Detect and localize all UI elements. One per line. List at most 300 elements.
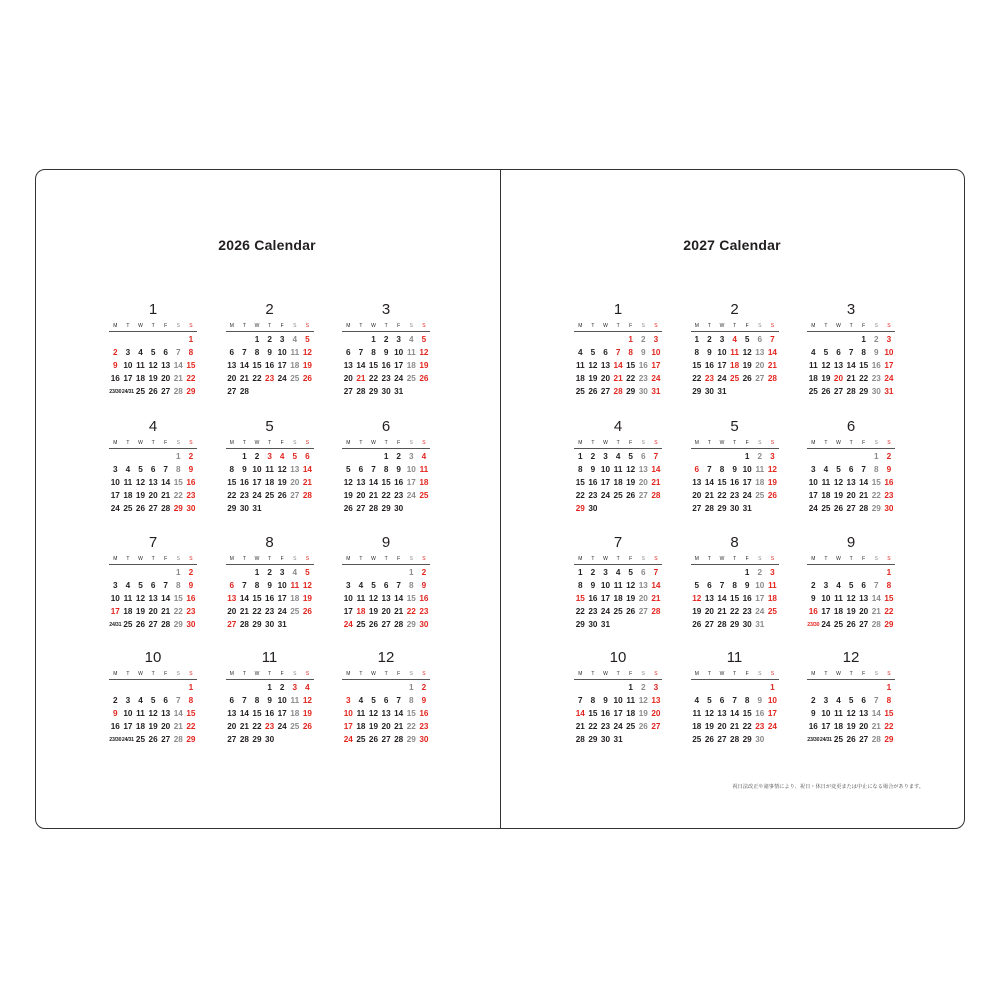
day-cell: 2	[254, 452, 260, 461]
day-cell: 2	[383, 335, 389, 344]
day-cell: 26	[302, 722, 312, 731]
weekday-label: S	[422, 440, 426, 446]
day-cell: 18	[808, 374, 818, 383]
weekday-label: W	[603, 440, 608, 446]
weekday-label: F	[745, 556, 749, 562]
weekday-label: W	[371, 323, 376, 329]
day-cell: 25	[730, 374, 740, 383]
day-cell: 5	[848, 581, 854, 590]
day-cell: 6	[229, 581, 235, 590]
day-cell: 7	[176, 348, 181, 357]
day-cell: 24/31	[109, 622, 122, 628]
day-cell: 27	[381, 735, 391, 744]
day-cell: 21	[302, 478, 312, 487]
weekday-label: T	[151, 323, 155, 329]
day-cell: 19	[277, 478, 287, 487]
day-cell: 22	[730, 607, 740, 616]
month-number: 1	[148, 301, 158, 318]
day-cell: 7	[653, 452, 659, 461]
weekday-label: T	[591, 440, 595, 446]
day-cell: 19	[833, 491, 844, 500]
day-cell: 22	[227, 491, 237, 500]
day-cell: 3	[279, 568, 285, 577]
day-cell: 5	[836, 465, 841, 474]
day-cell: 6	[229, 348, 235, 357]
day-cell: 12	[692, 594, 702, 603]
header-rule	[574, 679, 662, 680]
day-cell: 29	[186, 735, 196, 744]
day-cell: 28	[767, 374, 777, 383]
day-cell: 14	[161, 478, 171, 487]
day-cell: 22	[252, 607, 262, 616]
weekday-header	[574, 323, 662, 331]
day-cell: 24	[277, 374, 287, 383]
day-cell: 22	[186, 722, 196, 731]
day-cell: 25	[135, 735, 146, 744]
day-cell: 24	[110, 504, 120, 513]
weekday-label: M	[811, 440, 816, 446]
day-cell: 12	[821, 361, 831, 370]
day-cell: 11	[692, 709, 702, 718]
weekday-label: M	[346, 440, 351, 446]
day-cell: 17	[394, 361, 404, 370]
day-cell: 7	[719, 581, 725, 590]
weekday-label: F	[745, 440, 749, 446]
weekday-label: T	[242, 671, 246, 677]
day-cell: 21	[173, 374, 183, 383]
day-cell: 9	[113, 361, 118, 370]
weekday-label: T	[707, 556, 711, 562]
day-cell: 21	[651, 478, 661, 487]
day-cell: 12	[704, 709, 714, 718]
day-cell: 27	[692, 504, 702, 513]
day-cell: 8	[409, 696, 414, 705]
day-cell: 24	[884, 374, 894, 383]
day-cell: 22	[406, 722, 416, 731]
day-cell: 30	[884, 504, 894, 513]
weekday-label: T	[384, 440, 388, 446]
header-rule	[807, 331, 895, 332]
day-cell: 24	[755, 607, 765, 616]
day-cell: 3	[125, 348, 131, 357]
weekday-label: S	[422, 323, 426, 329]
day-cell: 10	[277, 581, 287, 590]
day-cell: 10	[651, 348, 661, 357]
day-cell: 15	[626, 361, 636, 370]
day-cell: 2	[188, 568, 194, 577]
day-cell: 5	[848, 696, 854, 705]
day-cell: 8	[744, 696, 750, 705]
weekday-header	[691, 671, 779, 679]
weekday-header	[109, 671, 197, 679]
day-cell: 29	[730, 620, 740, 629]
day-grid	[342, 567, 430, 649]
weekday-label: S	[887, 323, 891, 329]
day-cell: 28	[613, 387, 623, 396]
day-cell: 4	[279, 452, 285, 461]
day-cell: 10	[717, 348, 727, 357]
month-number: 7	[148, 534, 158, 551]
day-cell: 17	[343, 607, 353, 616]
day-cell: 8	[861, 348, 866, 357]
weekday-label: T	[849, 556, 853, 562]
day-cell: 28	[173, 387, 183, 396]
day-cell: 6	[383, 581, 389, 590]
weekday-label: T	[151, 671, 155, 677]
day-cell: 22	[575, 491, 585, 500]
weekday-label: T	[849, 323, 853, 329]
day-cell: 29	[588, 735, 598, 744]
day-cell: 29	[368, 387, 379, 396]
day-cell: 25	[123, 504, 133, 513]
day-grid	[226, 334, 314, 416]
weekday-header	[807, 556, 895, 564]
weekday-label: S	[305, 323, 310, 329]
day-cell: 27	[148, 504, 158, 513]
day-cell: 30	[265, 620, 275, 629]
weekday-label: T	[733, 323, 737, 329]
day-cell: 17	[717, 361, 727, 370]
day-cell: 15	[884, 594, 894, 603]
day-cell: 7	[242, 696, 247, 705]
day-cell: 11	[419, 465, 429, 474]
header-rule	[691, 331, 779, 332]
day-cell: 1	[383, 452, 389, 461]
day-cell: 4	[836, 581, 841, 590]
day-cell: 10	[110, 478, 120, 487]
day-cell: 4	[823, 465, 829, 474]
day-cell: 15	[381, 478, 391, 487]
day-cell: 27	[343, 387, 353, 396]
day-cell: 13	[381, 594, 391, 603]
day-cell: 28	[651, 491, 661, 500]
day-cell: 23	[600, 722, 611, 731]
day-cell: 13	[755, 348, 765, 357]
weekday-label: M	[229, 440, 234, 446]
day-cell: 20	[692, 491, 702, 500]
day-cell: 21	[394, 607, 404, 616]
day-cell: 24	[742, 491, 752, 500]
weekday-label: F	[745, 671, 749, 677]
day-cell: 18	[356, 722, 366, 731]
day-cell: 9	[874, 348, 879, 357]
month-2027-3	[807, 301, 895, 417]
day-cell: 22	[173, 607, 183, 616]
day-grid	[342, 334, 430, 416]
weekday-header	[574, 556, 662, 564]
weekday-header	[226, 440, 314, 448]
day-cell: 20	[161, 722, 171, 731]
day-cell: 12	[626, 465, 636, 474]
day-cell: 2	[886, 452, 892, 461]
day-cell: 7	[358, 348, 364, 357]
day-cell: 4	[305, 683, 310, 692]
weekday-label: T	[591, 556, 595, 562]
day-cell: 31	[755, 620, 765, 629]
day-cell: 30	[419, 735, 429, 744]
day-cell: 22	[871, 491, 881, 500]
weekday-header	[226, 323, 314, 331]
day-cell: 30	[239, 504, 249, 513]
day-cell: 21	[871, 722, 881, 731]
day-cell: 21	[161, 607, 171, 616]
weekday-label: W	[719, 671, 725, 677]
day-cell: 18	[626, 709, 636, 718]
day-cell: 1	[409, 568, 414, 577]
day-cell: 26	[368, 620, 379, 629]
day-grid	[807, 567, 895, 649]
day-cell: 18	[290, 361, 300, 370]
day-cell: 8	[886, 696, 892, 705]
weekday-label: F	[629, 556, 633, 562]
day-cell: 24/31	[121, 737, 134, 743]
weekday-label: M	[694, 671, 699, 677]
weekday-label: S	[654, 556, 658, 562]
weekday-label: S	[874, 440, 878, 446]
day-cell: 31	[717, 387, 727, 396]
day-cell: 13	[859, 709, 869, 718]
weekday-label: F	[280, 671, 284, 677]
day-cell: 22	[575, 607, 585, 616]
month-number: 8	[265, 534, 274, 551]
weekday-label: T	[126, 671, 130, 677]
day-cell: 12	[626, 581, 636, 590]
day-cell: 26	[148, 735, 158, 744]
day-cell: 13	[343, 361, 353, 370]
weekday-label: T	[359, 556, 363, 562]
day-cell: 10	[742, 465, 752, 474]
day-cell: 28	[239, 735, 249, 744]
day-cell: 15	[859, 361, 869, 370]
day-cell: 6	[861, 581, 866, 590]
day-cell: 21	[575, 722, 585, 731]
day-cell: 8	[578, 465, 583, 474]
day-cell: 15	[173, 594, 183, 603]
day-cell: 27	[859, 735, 869, 744]
month-2027-11	[691, 649, 779, 765]
day-cell: 21	[173, 722, 183, 731]
day-cell: 28	[846, 387, 856, 396]
day-cell: 14	[239, 709, 249, 718]
weekday-header	[342, 556, 430, 564]
day-cell: 31	[651, 387, 661, 396]
day-cell: 29	[227, 504, 237, 513]
month-2027-8	[691, 534, 779, 650]
day-cell: 10	[277, 348, 287, 357]
day-cell: 23	[186, 491, 196, 500]
day-cell: 5	[138, 465, 143, 474]
day-cell: 5	[138, 581, 143, 590]
day-cell: 14	[651, 581, 661, 590]
day-cell: 19	[742, 361, 752, 370]
day-cell: 4	[615, 452, 621, 461]
day-cell: 29	[173, 620, 183, 629]
day-cell: 29	[717, 504, 727, 513]
weekday-label: S	[422, 556, 426, 562]
weekday-label: W	[719, 440, 725, 446]
day-cell: 23	[871, 374, 881, 383]
day-cell: 28	[730, 735, 740, 744]
weekday-label: S	[770, 556, 775, 562]
day-cell: 23/30	[807, 622, 820, 628]
day-cell: 27	[227, 735, 237, 744]
day-cell: 9	[641, 348, 646, 357]
day-cell: 30	[381, 387, 391, 396]
weekday-label: S	[176, 556, 180, 562]
day-cell: 13	[227, 594, 237, 603]
day-cell: 8	[229, 465, 235, 474]
day-cell: 28	[239, 387, 249, 396]
day-cell: 11	[575, 361, 585, 370]
day-cell: 16	[638, 361, 648, 370]
day-cell: 13	[692, 478, 702, 487]
day-cell: 18	[730, 361, 740, 370]
day-cell: 18	[406, 361, 416, 370]
calendar-title-2027: 2027 Calendar	[683, 237, 781, 253]
day-cell: 17	[755, 594, 765, 603]
weekday-label: S	[293, 323, 297, 329]
day-grid	[109, 451, 197, 533]
day-cell: 25	[123, 620, 133, 629]
header-rule	[807, 679, 895, 680]
day-cell: 8	[254, 696, 260, 705]
day-cell: 29	[381, 504, 391, 513]
weekday-label: T	[733, 671, 737, 677]
weekday-label: S	[874, 671, 878, 677]
weekday-label: W	[836, 323, 841, 329]
month-number: 9	[846, 534, 856, 551]
day-cell: 5	[305, 335, 310, 344]
weekday-label: M	[229, 671, 234, 677]
day-cell: 2	[396, 452, 401, 461]
day-cell: 7	[371, 465, 376, 474]
month-2027-2	[691, 301, 779, 417]
day-cell: 19	[638, 709, 648, 718]
day-cell: 13	[161, 709, 171, 718]
header-rule	[691, 448, 779, 449]
day-cell: 20	[343, 374, 353, 383]
day-cell: 18	[833, 607, 844, 616]
weekday-label: F	[629, 323, 633, 329]
day-cell: 30	[419, 620, 429, 629]
day-cell: 10	[343, 709, 353, 718]
weekday-label: W	[254, 671, 260, 677]
day-cell: 16	[419, 709, 429, 718]
month-number: 5	[730, 418, 739, 435]
day-cell: 25	[808, 387, 818, 396]
day-cell: 2	[811, 696, 816, 705]
day-cell: 28	[394, 735, 404, 744]
day-cell: 6	[150, 581, 156, 590]
weekday-label: W	[603, 671, 608, 677]
day-cell: 21	[704, 491, 714, 500]
day-cell: 13	[381, 709, 391, 718]
spine-divider	[500, 170, 501, 828]
weekday-label: T	[591, 323, 595, 329]
day-cell: 18	[290, 709, 300, 718]
weekday-label: W	[603, 556, 608, 562]
day-cell: 13	[704, 594, 714, 603]
day-cell: 11	[613, 581, 623, 590]
day-cell: 23	[239, 491, 249, 500]
day-cell: 14	[239, 361, 249, 370]
day-cell: 9	[421, 581, 427, 590]
day-cell: 9	[267, 581, 272, 590]
day-cell: 18	[767, 594, 777, 603]
day-cell: 24	[651, 374, 661, 383]
day-cell: 23	[730, 491, 740, 500]
day-cell: 23	[419, 607, 429, 616]
weekday-label: W	[254, 556, 260, 562]
header-rule	[807, 564, 895, 565]
day-cell: 1	[176, 568, 181, 577]
day-cell: 8	[694, 348, 700, 357]
day-cell: 30	[730, 504, 740, 513]
month-number: 3	[381, 301, 391, 318]
day-cell: 23	[381, 374, 391, 383]
day-cell: 29	[884, 735, 894, 744]
day-cell: 25	[356, 620, 366, 629]
day-cell: 30	[588, 620, 598, 629]
weekday-header	[691, 556, 779, 564]
weekday-label: W	[138, 556, 143, 562]
day-cell: 27	[148, 620, 158, 629]
weekday-header	[109, 440, 197, 448]
day-cell: 29	[859, 387, 869, 396]
day-cell: 11	[626, 696, 636, 705]
day-cell: 23	[265, 374, 275, 383]
day-cell: 23	[704, 374, 714, 383]
day-cell: 4	[578, 348, 583, 357]
day-cell: 9	[396, 465, 401, 474]
month-number: 12	[377, 649, 395, 666]
day-cell: 11	[808, 361, 818, 370]
day-cell: 18	[692, 722, 702, 731]
weekday-header	[574, 440, 662, 448]
day-cell: 15	[717, 478, 727, 487]
day-cell: 4	[138, 348, 143, 357]
header-rule	[226, 331, 314, 332]
day-cell: 1	[578, 452, 583, 461]
day-cell: 14	[730, 709, 740, 718]
day-cell: 18	[356, 607, 366, 616]
day-cell: 17	[884, 361, 894, 370]
day-cell: 16	[808, 722, 818, 731]
day-cell: 25	[626, 722, 636, 731]
day-cell: 30	[394, 504, 404, 513]
day-cell: 28	[161, 504, 171, 513]
weekday-label: T	[707, 323, 711, 329]
weekday-label: S	[770, 440, 775, 446]
header-rule	[226, 679, 314, 680]
day-cell: 26	[626, 607, 636, 616]
day-cell: 30	[742, 620, 752, 629]
day-cell: 8	[628, 348, 633, 357]
day-cell: 21	[356, 374, 366, 383]
day-cell: 27	[651, 722, 661, 731]
day-cell: 11	[834, 709, 843, 718]
day-cell: 3	[823, 696, 829, 705]
day-cell: 12	[148, 361, 158, 370]
day-cell: 12	[135, 594, 146, 603]
day-cell: 5	[590, 348, 596, 357]
month-2027-1	[574, 301, 662, 417]
day-cell: 4	[125, 581, 131, 590]
weekday-header	[807, 323, 895, 331]
day-cell: 13	[148, 594, 158, 603]
day-cell: 20	[651, 709, 661, 718]
weekday-label: S	[293, 556, 297, 562]
